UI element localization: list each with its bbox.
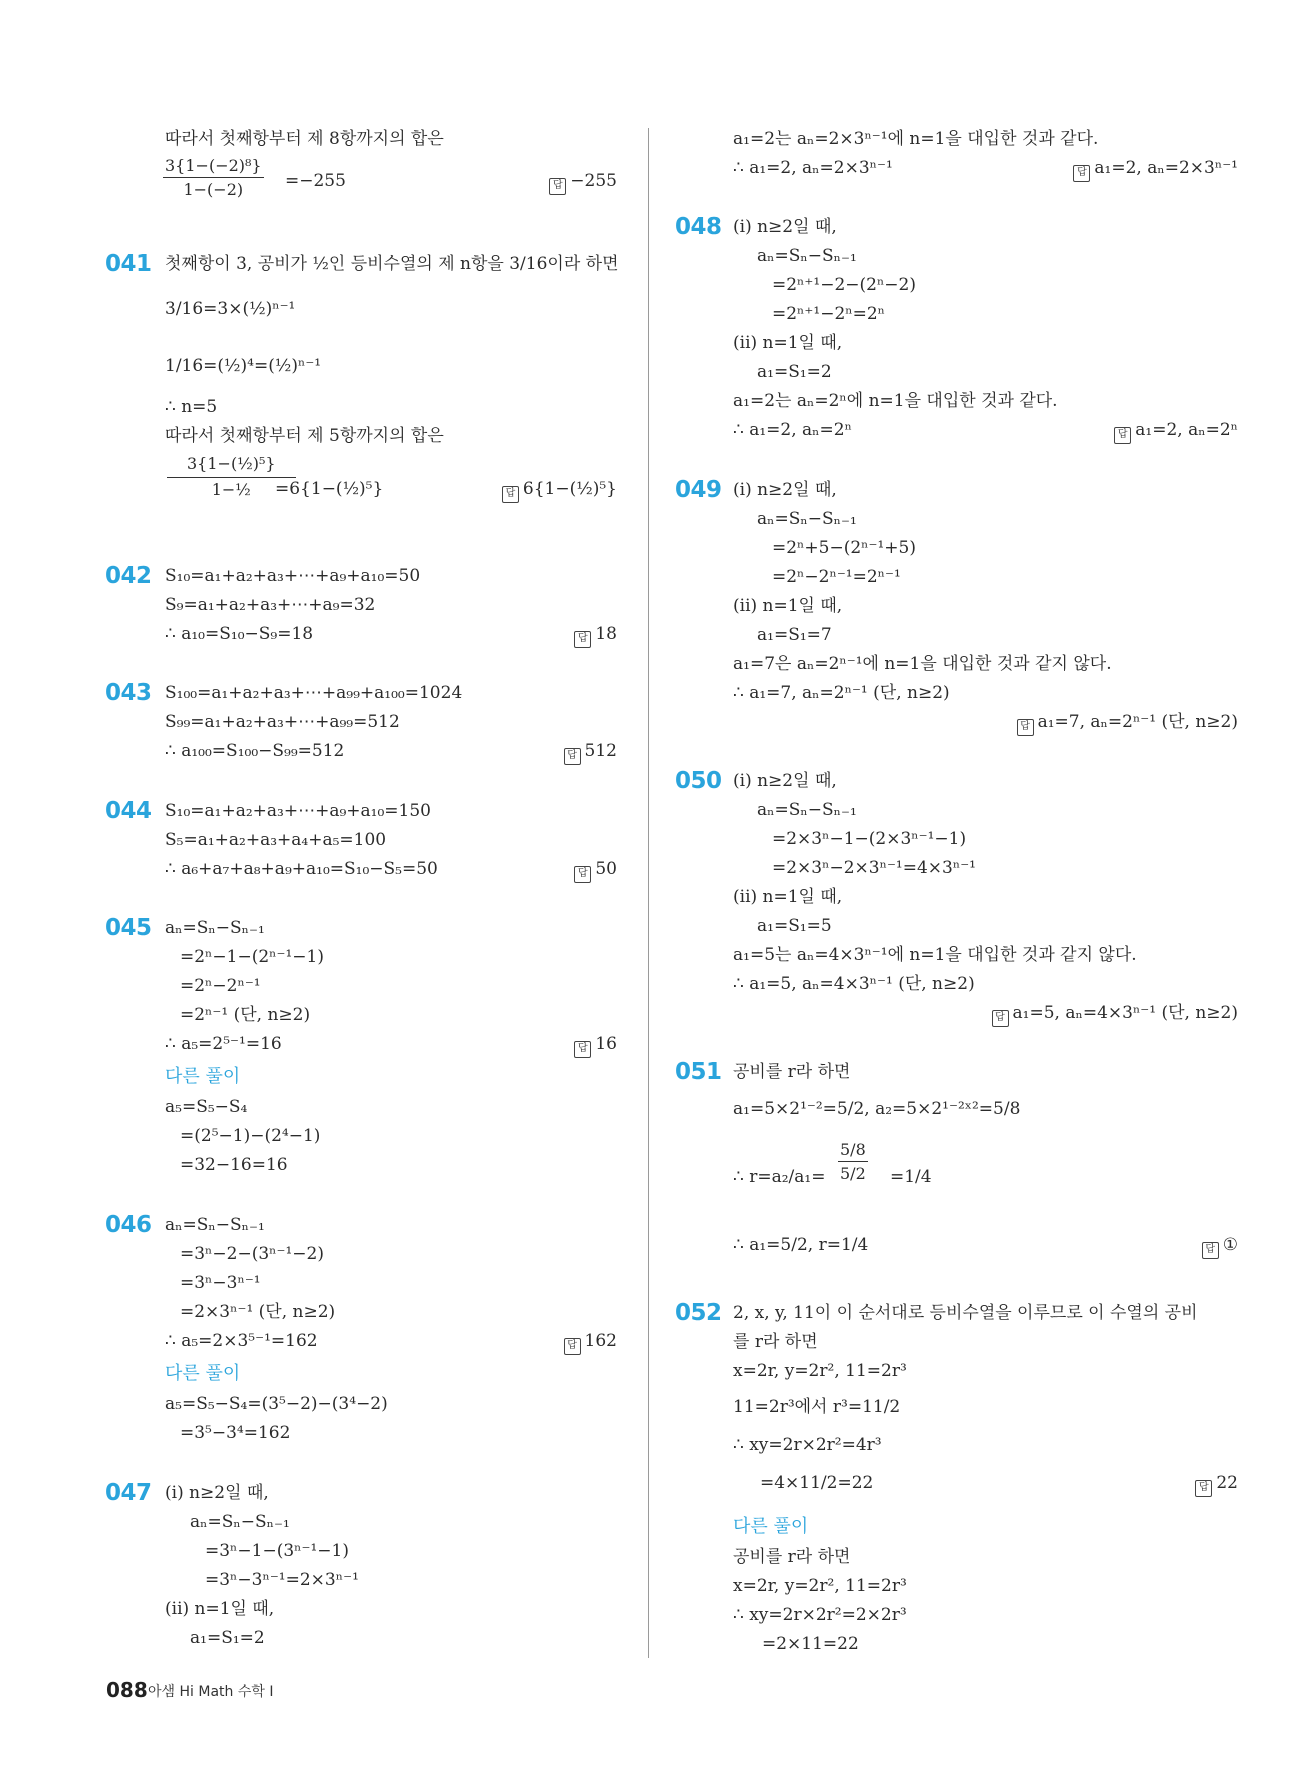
text-line: =2ⁿ−2ⁿ⁻¹=2ⁿ⁻¹ <box>772 567 901 587</box>
answer <box>502 478 617 503</box>
answer-icon: 답 <box>1114 427 1131 444</box>
text-line: (ii) n=1일 때, <box>733 887 843 907</box>
text-line: a₁=S₁=5 <box>757 916 832 936</box>
text-line: =4×11/2=22 <box>760 1473 874 1493</box>
problem-number: 042 <box>105 563 152 589</box>
text-line: S₁₀=a₁+a₂+a₃+⋯+a₉+a₁₀=150 <box>165 801 431 821</box>
text-line: =2×11=22 <box>762 1634 859 1654</box>
text-line: =2×3ⁿ−2×3ⁿ⁻¹=4×3ⁿ⁻¹ <box>772 858 976 878</box>
answer <box>564 740 617 765</box>
text-line: ∴ a₁=2, aₙ=2ⁿ <box>733 420 852 440</box>
text-line: (i) n≥2일 때, <box>733 771 837 791</box>
text-line: ∴ n=5 <box>165 397 218 417</box>
text-line: ∴ a₁=2, aₙ=2×3ⁿ⁻¹ <box>733 158 893 178</box>
answer-icon: 답 <box>574 631 591 648</box>
problem-number: 049 <box>675 477 722 503</box>
text-line: =(2⁵−1)−(2⁴−1) <box>180 1126 321 1146</box>
page-number: 088 <box>106 1678 148 1702</box>
text-line: S₁₀=a₁+a₂+a₃+⋯+a₉+a₁₀=50 <box>165 566 421 586</box>
text-line: 1/16=(½)⁴=(½)ⁿ⁻¹ <box>165 356 322 376</box>
text-line: 따라서 첫째항부터 제 5항까지의 합은 <box>165 426 444 446</box>
answer <box>574 623 617 648</box>
text-line: ∴ xy=2r×2r²=4r³ <box>733 1435 882 1455</box>
text-line: =2ⁿ⁺¹−2ⁿ=2ⁿ <box>772 304 886 324</box>
text-line: x=2r, y=2r², 11=2r³ <box>733 1361 907 1381</box>
answer-icon: 답 <box>574 866 591 883</box>
text-line: 첫째항이 3, 공비가 ½인 등비수열의 제 n항을 3/16이라 하면 <box>165 254 619 274</box>
answer-icon: 답 <box>1195 1480 1212 1497</box>
answer-icon: 답 <box>1017 719 1034 736</box>
text-line: ∴ a₁=5, aₙ=4×3ⁿ⁻¹ (단, n≥2) <box>733 974 975 994</box>
text-line: =2ⁿ−2ⁿ⁻¹ <box>180 976 261 996</box>
text-line: ∴ a₅=2⁵⁻¹=16 <box>165 1034 282 1054</box>
text-line: =3⁵−3⁴=162 <box>180 1423 291 1443</box>
text-line: 공비를 r라 하면 <box>733 1547 851 1567</box>
text-line: (ii) n=1일 때, <box>733 596 843 616</box>
text-line: =3ⁿ−2−(3ⁿ⁻¹−2) <box>180 1244 325 1264</box>
problem-number: 047 <box>105 1480 152 1506</box>
answer-value: a₁=2, aₙ=2×3ⁿ⁻¹ <box>1094 158 1238 178</box>
fraction <box>838 1140 868 1183</box>
text-line: aₙ=Sₙ−Sₙ₋₁ <box>757 800 857 820</box>
text-line: =1/4 <box>890 1167 932 1187</box>
alt-solution-label: 다른 풀이 <box>165 1066 241 1087</box>
fraction-denominator: 5/2 <box>840 1164 866 1183</box>
text-line: a₁=S₁=2 <box>190 1628 265 1648</box>
text-line: aₙ=Sₙ−Sₙ₋₁ <box>190 1512 290 1532</box>
answer <box>1114 419 1238 444</box>
answer <box>574 1033 617 1058</box>
answer-icon: 답 <box>549 178 566 195</box>
problem-number: 051 <box>675 1059 722 1085</box>
text-line: S₉=a₁+a₂+a₃+⋯+a₉=32 <box>165 595 376 615</box>
answer <box>1195 1472 1238 1497</box>
text-line: a₁=7은 aₙ=2ⁿ⁻¹에 n=1을 대입한 것과 같지 않다. <box>733 654 1112 674</box>
alt-solution-label: 다른 풀이 <box>733 1516 809 1537</box>
text-line: 공비를 r라 하면 <box>733 1062 851 1082</box>
text-line: ∴ a₅=2×3⁵⁻¹=162 <box>165 1331 318 1351</box>
text-line: =3ⁿ−3ⁿ⁻¹ <box>180 1273 261 1293</box>
answer <box>1202 1234 1238 1259</box>
text-line: x=2r, y=2r², 11=2r³ <box>733 1576 907 1596</box>
text-line: a₅=S₅−S₄=(3⁵−2)−(3⁴−2) <box>165 1394 388 1414</box>
text-line: S₁₀₀=a₁+a₂+a₃+⋯+a₉₉+a₁₀₀=1024 <box>165 683 463 703</box>
answer-value: a₁=7, aₙ=2ⁿ⁻¹ (단, n≥2) <box>1037 712 1238 732</box>
answer-value: 22 <box>1216 1473 1238 1493</box>
answer-value: 6{1−(½)⁵} <box>522 479 617 499</box>
answer-icon: 답 <box>564 1338 581 1355</box>
text-line: (i) n≥2일 때, <box>733 480 837 500</box>
text-line: S₅=a₁+a₂+a₃+a₄+a₅=100 <box>165 830 387 850</box>
problem-number: 046 <box>105 1212 152 1238</box>
text-line: 를 r라 하면 <box>733 1332 818 1352</box>
text-line: a₁=2는 aₙ=2ⁿ에 n=1을 대입한 것과 같다. <box>733 391 1058 411</box>
text-line: ∴ r=a₂/a₁= <box>733 1167 826 1187</box>
fraction-numerator: 3{1−(−2)⁸} <box>163 156 264 178</box>
text-line: a₁=2는 aₙ=2×3ⁿ⁻¹에 n=1을 대입한 것과 같다. <box>733 129 1099 149</box>
answer-value: 50 <box>595 859 617 879</box>
answer-value: 16 <box>595 1034 617 1054</box>
text-line: ∴ a₁=5/2, r=1/4 <box>733 1235 869 1255</box>
text-line: ∴ a₁=7, aₙ=2ⁿ⁻¹ (단, n≥2) <box>733 683 950 703</box>
answer-icon: 답 <box>1202 1242 1219 1259</box>
answer <box>1073 157 1238 182</box>
text-line: a₁=5는 aₙ=4×3ⁿ⁻¹에 n=1을 대입한 것과 같지 않다. <box>733 945 1137 965</box>
text-line: (i) n≥2일 때, <box>165 1483 269 1503</box>
text-line: ∴ a₁₀=S₁₀−S₉=18 <box>165 624 314 644</box>
text-line: 11=2r³에서 r³=11/2 <box>733 1397 901 1417</box>
answer-icon: 답 <box>574 1041 591 1058</box>
text-line: ∴ a₁₀₀=S₁₀₀−S₉₉=512 <box>165 741 345 761</box>
fraction-numerator: 3{1−(½)⁵} <box>167 454 296 478</box>
text-line: ∴ a₆+a₇+a₈+a₉+a₁₀=S₁₀−S₅=50 <box>165 859 438 879</box>
text-line: =6{1−(½)⁵} <box>275 479 384 499</box>
text-line: aₙ=Sₙ−Sₙ₋₁ <box>757 246 857 266</box>
answer-icon: 답 <box>1073 165 1090 182</box>
text-line: S₉₉=a₁+a₂+a₃+⋯+a₉₉=512 <box>165 712 400 732</box>
answer <box>992 1002 1238 1027</box>
fraction <box>163 156 264 199</box>
problem-number: 044 <box>105 798 152 824</box>
answer-icon: 답 <box>564 748 581 765</box>
answer-value: −255 <box>570 171 617 191</box>
text-line: 2, x, y, 11이 이 순서대로 등비수열을 이루므로 이 수열의 공비 <box>733 1303 1198 1323</box>
problem-number: 041 <box>105 251 152 277</box>
answer-icon: 답 <box>992 1010 1009 1027</box>
text-line: a₁=S₁=2 <box>757 362 832 382</box>
text-line: (ii) n=1일 때, <box>733 333 843 353</box>
text-line: ∴ xy=2r×2r²=2×2r³ <box>733 1605 907 1625</box>
text-line: =2ⁿ+5−(2ⁿ⁻¹+5) <box>772 538 917 558</box>
column-divider <box>648 128 649 1658</box>
answer-value: a₁=5, aₙ=4×3ⁿ⁻¹ (단, n≥2) <box>1012 1003 1238 1023</box>
answer-value: 162 <box>584 1331 617 1351</box>
text-line: =2×3ⁿ−1−(2×3ⁿ⁻¹−1) <box>772 829 967 849</box>
problem-number: 045 <box>105 915 152 941</box>
text-line: aₙ=Sₙ−Sₙ₋₁ <box>165 918 265 938</box>
text-line: (ii) n=1일 때, <box>165 1599 275 1619</box>
text-line: =2ⁿ⁺¹−2−(2ⁿ−2) <box>772 275 917 295</box>
fraction-numerator: 5/8 <box>838 1140 868 1162</box>
text-line: =3ⁿ−3ⁿ⁻¹=2×3ⁿ⁻¹ <box>205 1570 359 1590</box>
text-line: a₁=S₁=7 <box>757 625 832 645</box>
answer <box>574 858 617 883</box>
answer-value: 18 <box>595 624 617 644</box>
answer <box>564 1330 617 1355</box>
text-line: =3ⁿ−1−(3ⁿ⁻¹−1) <box>205 1541 350 1561</box>
text-line: aₙ=Sₙ−Sₙ₋₁ <box>165 1215 265 1235</box>
text-line: aₙ=Sₙ−Sₙ₋₁ <box>757 509 857 529</box>
problem-number: 050 <box>675 768 722 794</box>
text-line: 3/16=3×(½)ⁿ⁻¹ <box>165 299 296 319</box>
answer-icon: 답 <box>502 486 519 503</box>
answer <box>549 170 617 195</box>
answer-value: a₁=2, aₙ=2ⁿ <box>1135 420 1238 440</box>
problem-number: 048 <box>675 214 722 240</box>
fraction-denominator: 1−(−2) <box>183 180 244 199</box>
problem-number: 052 <box>675 1300 722 1326</box>
answer <box>1017 711 1238 736</box>
answer-value: ① <box>1222 1235 1238 1255</box>
text-line: =−255 <box>285 171 346 191</box>
text-line: =2ⁿ−1−(2ⁿ⁻¹−1) <box>180 947 325 967</box>
text-line: (i) n≥2일 때, <box>733 217 837 237</box>
text-line: a₅=S₅−S₄ <box>165 1097 248 1117</box>
book-title: 아샘 Hi Math 수학 I <box>148 1684 274 1700</box>
text-line: a₁=5×2¹⁻²=5/2, a₂=5×2¹⁻²ˣ²=5/8 <box>733 1099 1021 1119</box>
text-line: =2ⁿ⁻¹ (단, n≥2) <box>180 1005 311 1025</box>
problem-number: 043 <box>105 680 152 706</box>
fraction-denominator: 1−½ <box>211 480 251 499</box>
text-line: =2×3ⁿ⁻¹ (단, n≥2) <box>180 1302 336 1322</box>
answer-value: 512 <box>584 741 617 761</box>
text-line: =32−16=16 <box>180 1155 288 1175</box>
alt-solution-label: 다른 풀이 <box>165 1363 241 1384</box>
text-line: 따라서 첫째항부터 제 8항까지의 합은 <box>165 129 444 149</box>
